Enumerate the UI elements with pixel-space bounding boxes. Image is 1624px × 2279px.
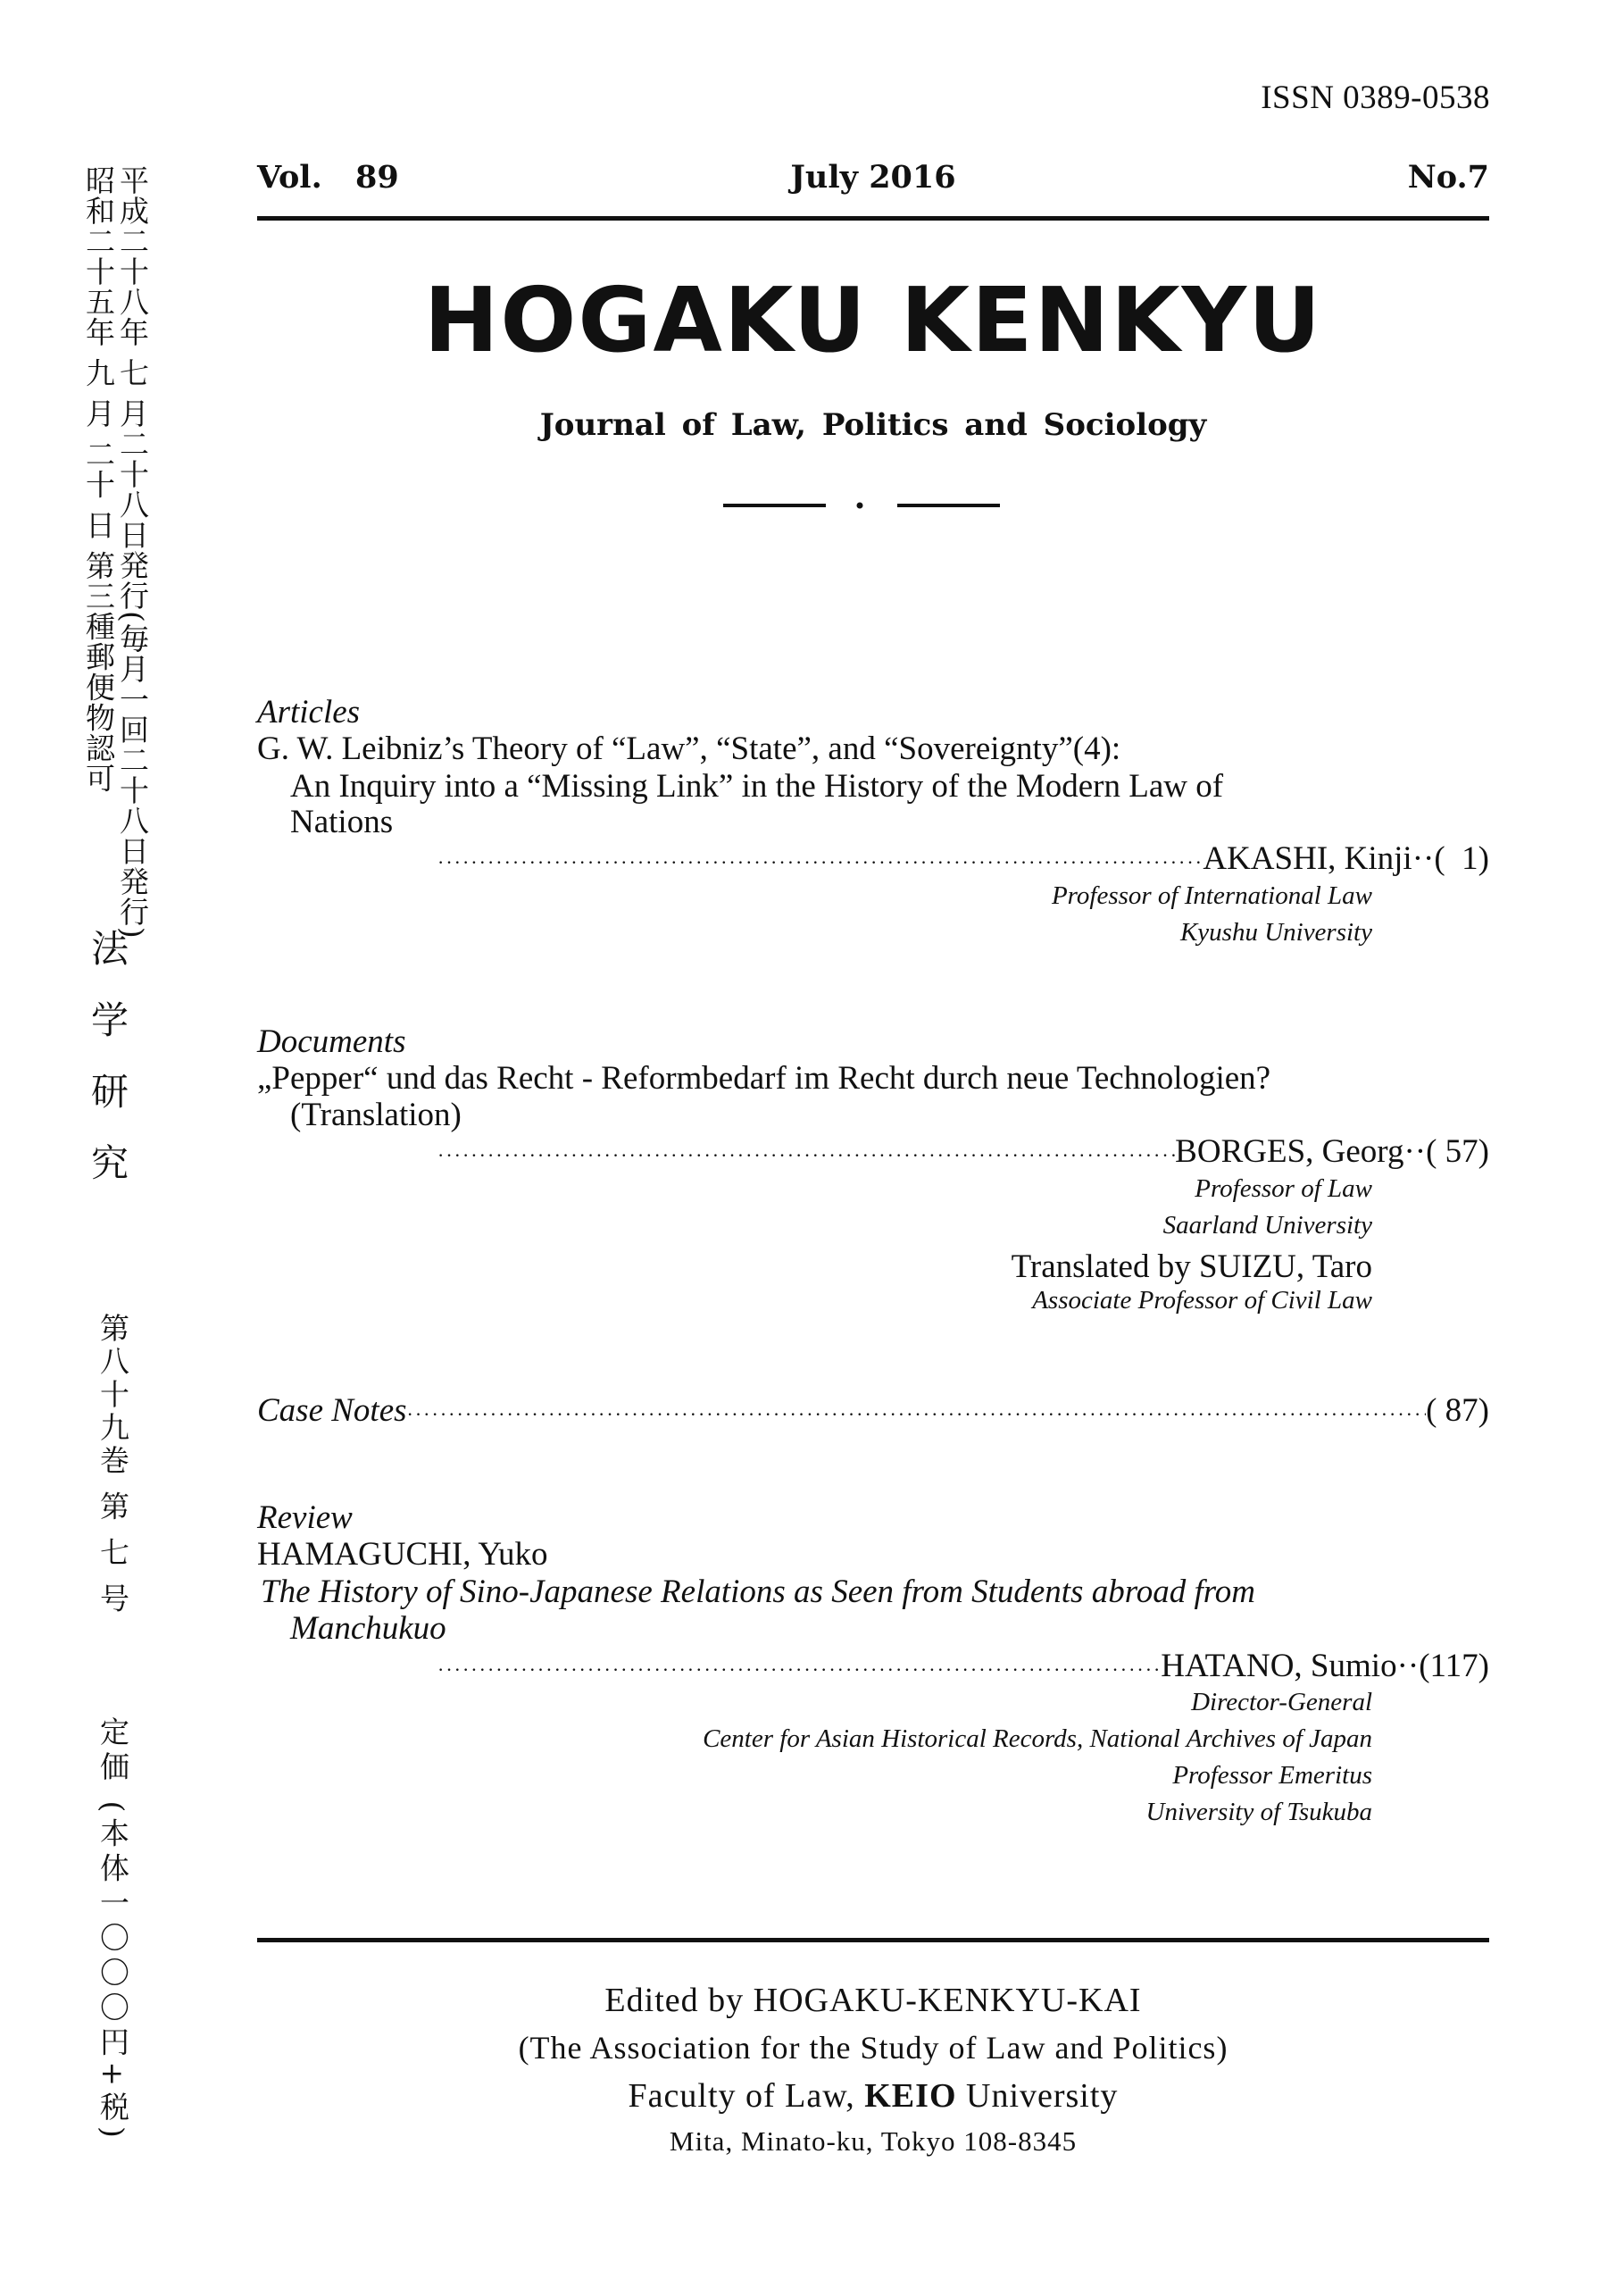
reviewer-affiliation-1: Director-General [1191,1688,1372,1716]
reviewer-name: HATANO, Sumio [1161,1648,1397,1684]
sidebar-postal-permit: 昭和二十五年 九 月 二十 日 第三種郵便物認可 [81,165,116,794]
article-affiliation-university: Kyushu University [1179,918,1372,947]
journal-title: HOGAKU KENKYU [423,268,1323,372]
document-title-line1: „Pepper“ und das Recht - Reformbedarf im Recht durch neue Technologien? [257,1060,1271,1097]
document-author: BORGES, Georg [1175,1133,1404,1170]
volume-label: Vol. [257,159,322,196]
bottom-rule [257,1938,1489,1942]
article-leader-line [437,839,1489,877]
section-label-case-notes: Case Notes [257,1392,407,1429]
association-line: (The Association for the Study of Law and Politics) [518,2030,1228,2066]
document-affiliation-title: Professor of Law [1195,1174,1372,1203]
article-page: ··( 1) [1412,840,1489,877]
dot-leader [437,1651,1161,1689]
issue-number: No.7 [1407,159,1489,196]
issue-date: July 2016 [790,159,956,196]
sidebar-price: 定価 (本体一〇〇〇円+税) [96,1716,130,2143]
article-title-line3: Nations [290,804,394,840]
review-page: ··(117) [1396,1648,1489,1684]
sidebar-publication-date: 平成二十八年 七 月二十八日発行(毎月一回二十八日発行) [115,165,150,939]
address-line: Mita, Minato-ku, Tokyo 108-8345 [669,2125,1078,2157]
title-ornament [723,500,1000,511]
section-label-documents: Documents [257,1023,406,1060]
review-leader-line [437,1647,1489,1684]
sidebar-journal-title-jp: 法学研究 [86,929,129,1215]
university-name-bold: KEIO [864,2077,957,2115]
volume-number: 89 [355,159,399,196]
dot-leader [437,844,1203,881]
volume-header [257,159,1489,204]
university-suffix: University [956,2077,1119,2115]
document-translator-affiliation: Associate Professor of Civil Law [1032,1286,1372,1315]
issn: ISSN 0389-0538 [1261,79,1490,116]
faculty-prefix: Faculty of Law, [628,2077,865,2115]
faculty-line [257,2076,1489,2116]
article-title-line2: An Inquiry into a “Missing Link” in the History of the Modern Law of [290,768,1224,805]
section-label-review: Review [257,1499,353,1536]
dot-leader [437,1137,1175,1174]
reviewer-affiliation-3: Professor Emeritus [1172,1761,1372,1790]
document-leader-line [437,1132,1489,1170]
article-affiliation-title: Professor of International Law [1051,881,1372,910]
article-author: AKASHI, Kinji [1203,840,1412,877]
sidebar-volume-issue: 第八十九巻 第 七 号 [96,1313,130,1616]
top-rule [257,216,1489,221]
case-notes-line [257,1391,1489,1429]
journal-subtitle: Journal of Law, Politics and Sociology [539,407,1207,443]
document-page: ··( 57) [1403,1133,1489,1170]
review-title-line1: The History of Sino-Japanese Relations as Seen from Students abroad from [261,1574,1256,1610]
editor-name: HOGAKU-KENKYU-KAI [753,1982,1142,2019]
edited-by-prefix: Edited by [604,1982,754,2019]
edited-by-line [257,1981,1489,2020]
article-title-line1: G. W. Leibniz’s Theory of “Law”, “State”, and “Sovereignty”(4): [257,730,1121,767]
reviewer-affiliation-4: University of Tsukuba [1145,1798,1372,1826]
document-affiliation-university: Saarland University [1162,1211,1372,1240]
reviewer-affiliation-2: Center for Asian Historical Records, National Archives of Japan [703,1724,1372,1753]
document-translator: Translated by SUIZU, Taro [1011,1248,1372,1285]
dot-leader [407,1396,1427,1433]
review-title-line2: Manchukuo [290,1610,446,1647]
case-notes-page: ( 87) [1426,1392,1489,1429]
review-book-author: HAMAGUCHI, Yuko [257,1536,548,1573]
document-title-line2: (Translation) [290,1097,462,1133]
section-label-articles: Articles [257,694,361,730]
